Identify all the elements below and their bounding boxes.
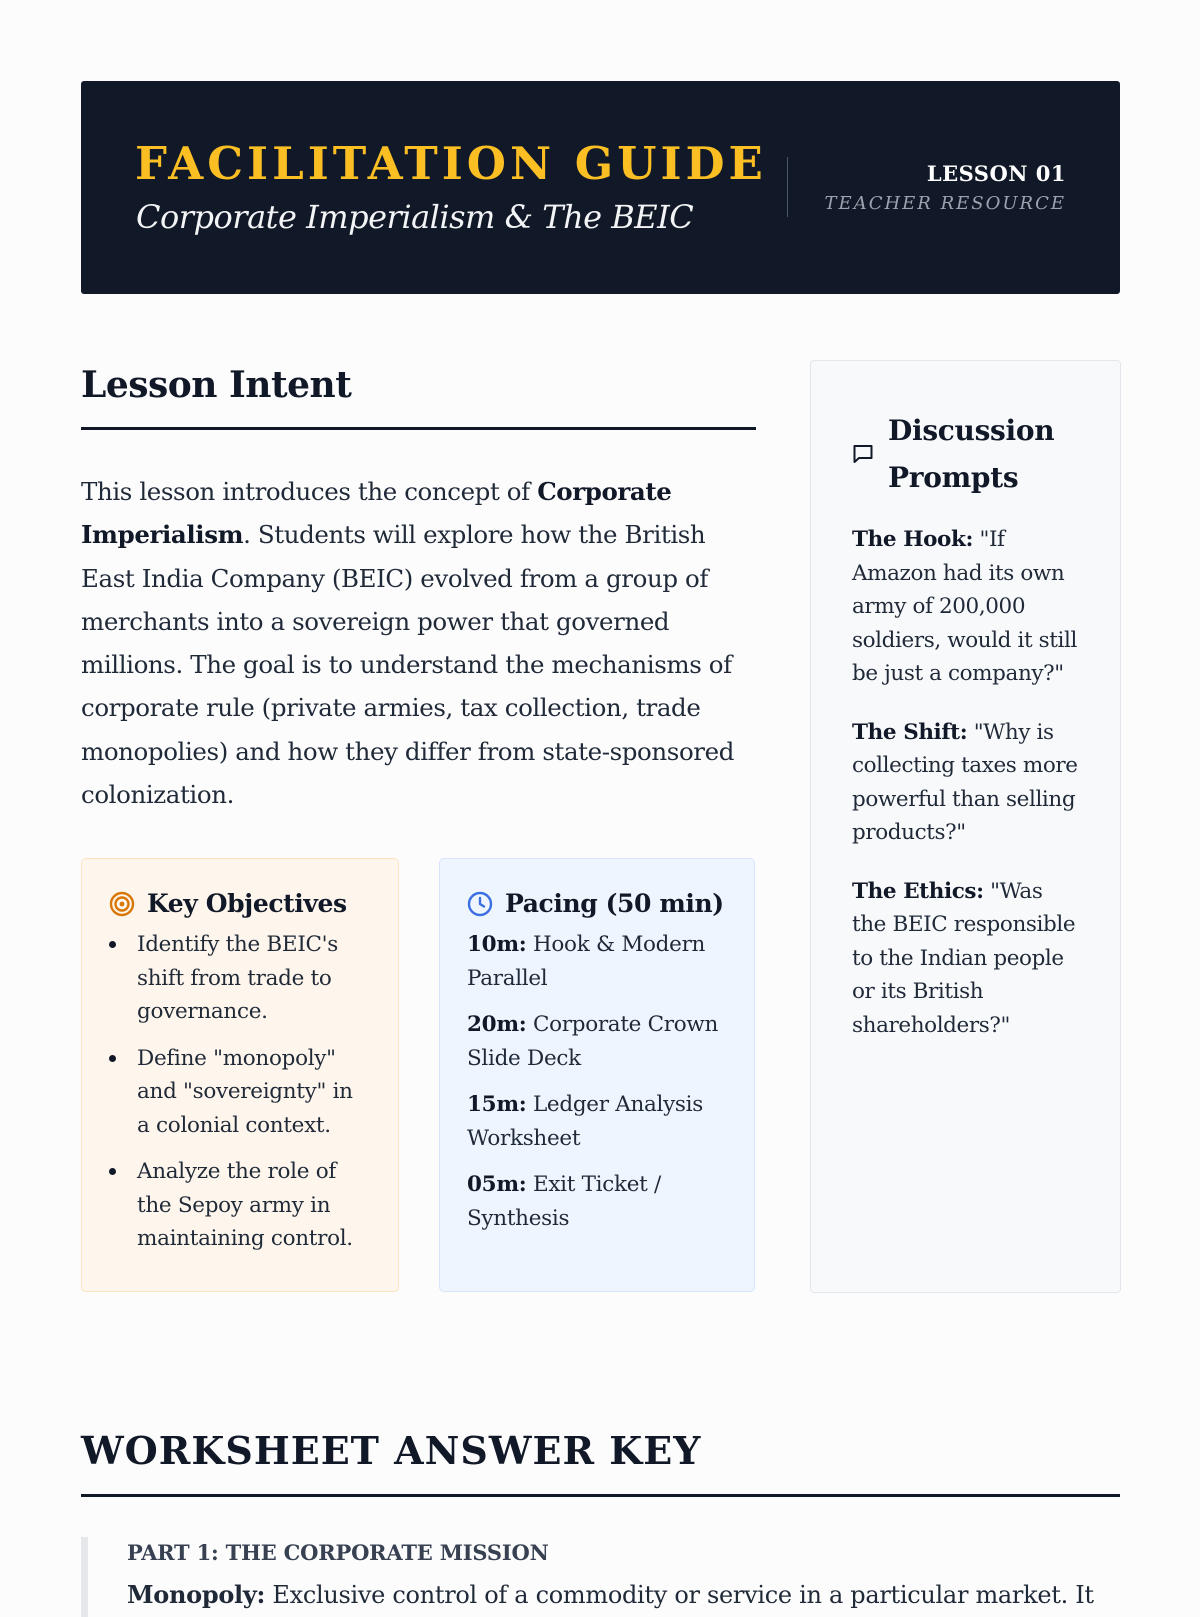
- worksheet-divider: [81, 1494, 1120, 1497]
- pacing-item: [467, 1168, 727, 1235]
- prompt-text: "Was the BEIC responsible to the Indian people or its British shareholders?": [852, 878, 1076, 1038]
- pacing-time: 10m:: [467, 932, 527, 957]
- term-label: Monopoly:: [127, 1580, 266, 1609]
- key-objectives-card: [81, 858, 399, 1292]
- clock-icon: [467, 891, 493, 917]
- pacing-item: [467, 1088, 727, 1155]
- lesson-intent-heading: Lesson Intent: [81, 364, 352, 406]
- lesson-intent-text: [81, 470, 756, 816]
- objective-item: Define "monopoly" and "sovereignty" in a colonial context.: [109, 1042, 371, 1143]
- guide-subtitle: Corporate Imperialism & The BEIC: [136, 198, 694, 236]
- pacing-activity: Corporate Crown Slide Deck: [467, 1012, 719, 1071]
- objective-item: Analyze the role of the Sepoy army in maintaining control.: [109, 1155, 371, 1256]
- intent-key-term: Corporate Imperialism: [81, 477, 672, 550]
- prompt-label: The Shift:: [852, 719, 968, 745]
- discussion-prompt: [852, 875, 1080, 1043]
- header-banner: [81, 81, 1120, 294]
- intent-text-start: This lesson introduces the concept of: [81, 477, 538, 506]
- part-accent-bar: [81, 1537, 88, 1617]
- objectives-list: [109, 928, 371, 1256]
- banner-divider: [787, 157, 788, 217]
- worksheet-answer-key-heading: WORKSHEET ANSWER KEY: [81, 1428, 702, 1473]
- guide-title: FACILITATION GUIDE: [135, 137, 767, 190]
- pacing-time: 05m:: [467, 1172, 527, 1197]
- key-objectives-heading: Key Objectives: [147, 889, 347, 918]
- pacing-activity: Hook & Modern Parallel: [467, 932, 706, 991]
- chat-bubble-icon: [852, 443, 874, 465]
- pacing-time: 20m:: [467, 1012, 527, 1037]
- prompt-label: The Hook:: [852, 527, 974, 552]
- intent-divider: [81, 427, 756, 430]
- lesson-number: LESSON 01: [926, 161, 1066, 186]
- pacing-time: 15m:: [467, 1092, 527, 1117]
- discussion-prompts-panel: [810, 360, 1121, 1293]
- pacing-item: [467, 1008, 727, 1075]
- pacing-activity: Ledger Analysis Worksheet: [467, 1092, 703, 1151]
- pacing-heading: Pacing (50 min): [505, 889, 724, 918]
- pacing-item: [467, 928, 727, 995]
- prompt-text: "If Amazon had its own army of 200,000 soldiers, would it still be just a company?": [852, 527, 1077, 686]
- discussion-prompt: [852, 523, 1080, 691]
- monopoly-definition: [127, 1580, 1107, 1609]
- term-definition: Exclusive control of a commodity or service in a particular market. It: [272, 1581, 1094, 1609]
- prompt-text: "Why is collecting taxes more powerful than selling products?": [852, 719, 1078, 845]
- resource-type: TEACHER RESOURCE: [824, 193, 1066, 214]
- prompt-label: The Ethics:: [852, 878, 984, 904]
- pacing-card: [439, 858, 755, 1292]
- objective-item: Identify the BEIC's shift from trade to governance.: [109, 928, 371, 1029]
- intent-text-end: . Students will explore how the British East India Company (BEIC) evolved from a group of merchants into a sovereign power that governed millions. The goal is to understand the mechanisms of corporate rule (private armies, tax collection, trade monopolies) and how they differ from state-sponsored colonization.: [81, 520, 734, 810]
- pacing-activity: Exit Ticket / Synthesis: [467, 1172, 661, 1231]
- target-icon: [109, 891, 135, 917]
- discussion-prompt: [852, 716, 1080, 850]
- part-1-label: PART 1: THE CORPORATE MISSION: [127, 1540, 549, 1565]
- discussion-prompts-heading: Discussion Prompts: [888, 414, 1055, 494]
